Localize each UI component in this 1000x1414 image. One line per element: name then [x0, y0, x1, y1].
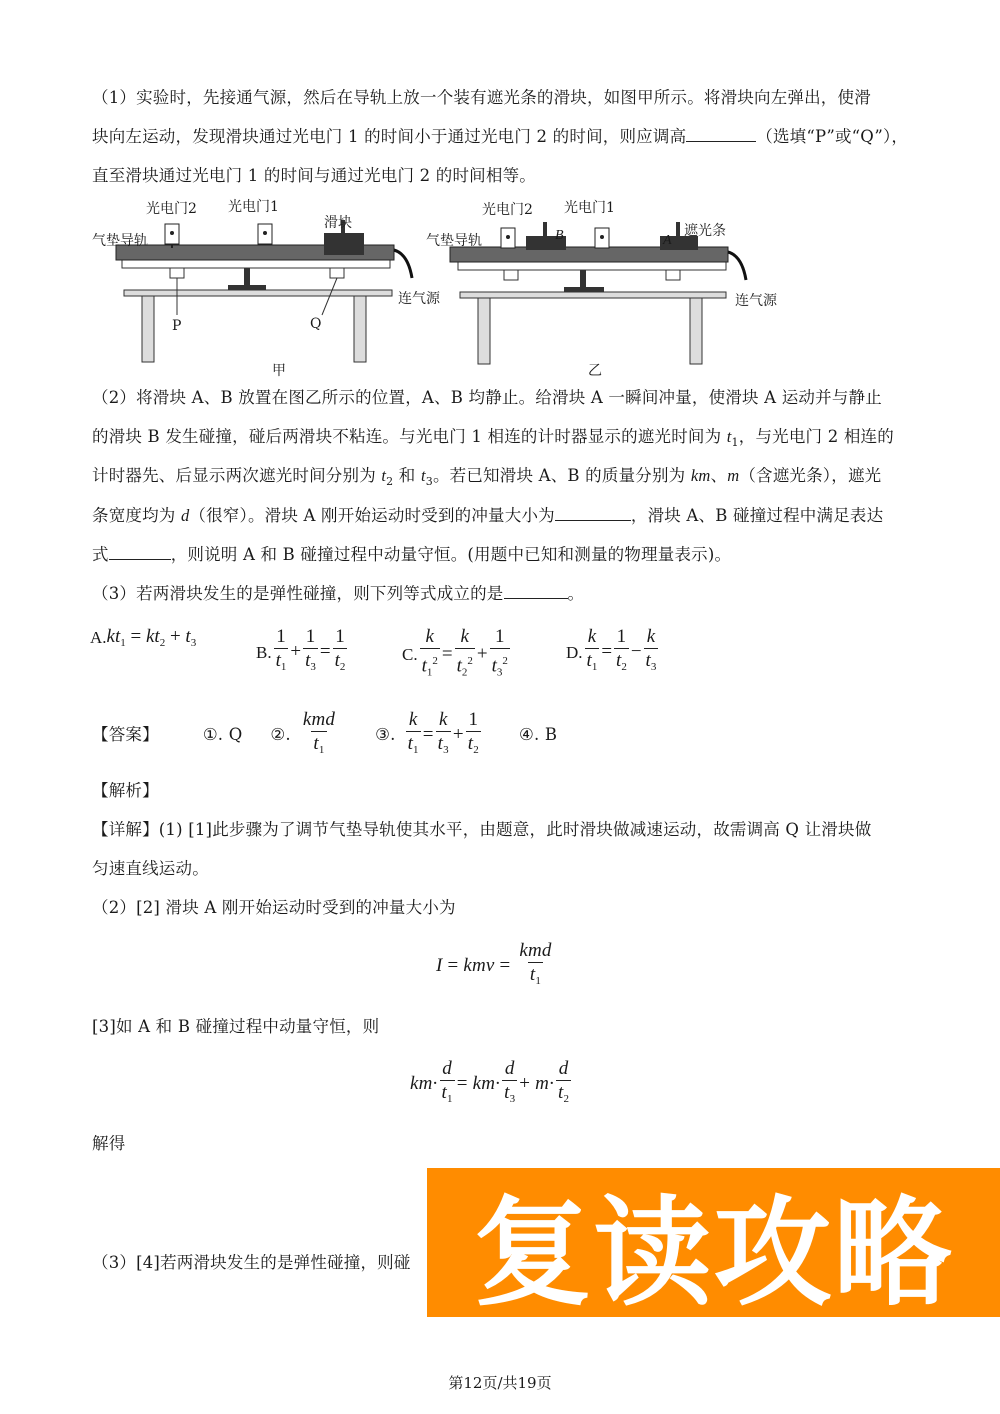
equation-momentum: km· $\frac{d}{t_1}$ = km· $\frac{d}{t_3}$ + m· $\frac{d}{t_2}$ [410, 1058, 573, 1111]
option-a[interactable]: A. $kt_1 = kt_2 + t_3$ [90, 626, 197, 649]
part2-line2: 的滑块 B 发生碰撞，碰后两滑块不粘连。与光电门 1 相连的计时器显示的遮光时间为 $t_1$，与光电门 2 相连的 [92, 427, 894, 449]
step3-text: [3]如 A 和 B 碰撞过程中动量守恒，则 [92, 1017, 380, 1036]
page-number: 第12页/共19页 [448, 1374, 552, 1392]
part1-line1: （1）实验时，先接通气源，然后在导轨上放一个装有遮光条的滑块，如图甲所示。将滑块向左弹出，使滑 [92, 88, 871, 107]
figure-yi: 气垫导轨 光电门2 光电门1 B A 遮光条 连气源 乙 [426, 200, 777, 379]
part3-line1: （3）若两滑块发生的是弹性碰撞，则下列等式成立的是 。 [92, 584, 585, 603]
option-d[interactable]: D. $\frac{k}{t_1}$ = $\frac{1}{t_2}$ − $\frac{k}{t_3}$ [566, 626, 660, 679]
answer-blank-4[interactable] [504, 584, 568, 599]
detail-line1: 【详解】(1) [1]此步骤为了调节气垫导轨使其水平，由题意，此时滑块做减速运动，故需调高 Q 让滑块做 [92, 820, 872, 839]
answer-blank-3[interactable] [109, 545, 171, 560]
step4-text: （3）[4]若两滑块发生的是弹性碰撞，则碰 [92, 1253, 411, 1272]
answer-blank-2[interactable] [555, 506, 631, 521]
part2-line5: 式 ，则说明 A 和 B 碰撞过程中动量守恒。(用题中已知和测量的物理量表示)。 [92, 545, 732, 564]
figure-jia: 气垫导轨 光电门2 光电门1 滑块 P Q 连气源 甲 [92, 199, 440, 379]
watermark-banner: 复读攻略 [427, 1168, 1000, 1317]
part1-line3: 直至滑块通过光电门 1 的时间与通过光电门 2 的时间相等。 [92, 166, 536, 185]
part1-line2: 块向左运动，发现滑块通过光电门 1 的时间小于通过光电门 2 的时间，则应调高 （选填“P”或“Q”）， [92, 127, 909, 146]
option-b[interactable]: B. $\frac{1}{t_1}$ + $\frac{1}{t_3}$ = $\frac{1}{t_2}$ [256, 626, 349, 679]
equation-impulse: I = kmv = $\frac{\text{kmd}}{t_1}$ [436, 940, 556, 993]
part2-line4: 条宽度均为 d（很窄）。滑块 A 刚开始运动时受到的冲量大小为 ，滑块 A、B 碰撞过程中满足表达 [92, 506, 884, 525]
step2-text: （2）[2] 滑块 A 刚开始运动时受到的冲量大小为 [92, 898, 456, 917]
answer-blank-1[interactable] [686, 127, 756, 142]
option-c[interactable]: C. $\frac{k}{t_1^2}$ = $\frac{k}{t_2^2}$ + $\frac{1}{t_3^2}$ [402, 626, 512, 684]
detail-line2: 匀速直线运动。 [92, 859, 209, 878]
answer-row: 【答案】 ①. Q ②. $\frac{\text{kmd}}{t_1}$ ③. $\frac{k}{t_1}$ = $\frac{k}{t_3}$ + $\frac{1}{t_2}$ ④. B [92, 720, 557, 750]
analysis-tag: 【解析】 [92, 781, 159, 800]
part2-line1: （2）将滑块 A、B 放置在图乙所示的位置，A、B 均静止。给滑块 A 一瞬间冲量，使滑块 A 运动并与静止 [92, 388, 882, 407]
solve-text: 解得 [92, 1134, 126, 1153]
part2-line3: 计时器先、后显示两次遮光时间分别为 $t_2$ 和 $t_3$。若已知滑块 A、B 的质量分别为 km、m（含遮光条），遮光 [92, 466, 882, 488]
